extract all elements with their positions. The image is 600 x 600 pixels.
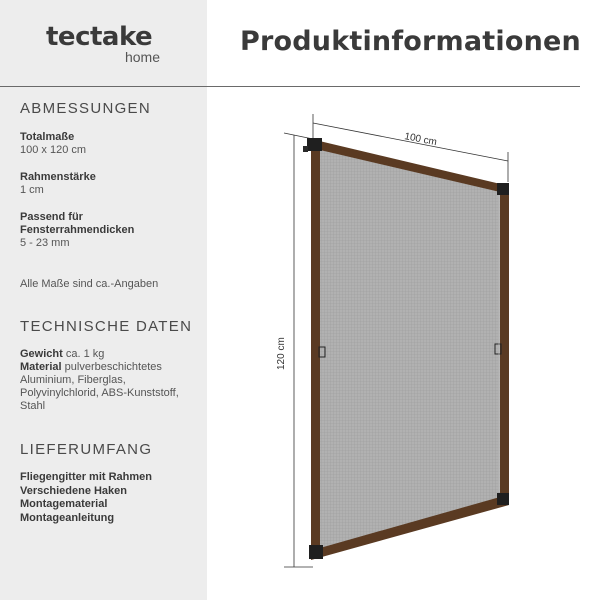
height-label: 120 cm: [276, 337, 287, 370]
brand-logo: [46, 22, 166, 70]
delivery-list: [20, 471, 152, 525]
frame-thickness-label: Rahmenstärke: [20, 171, 96, 183]
corner-bottom-left: [309, 545, 323, 559]
technical-heading: TECHNISCHE DATEN: [20, 318, 193, 335]
list-item: Fliegengitter mit Rahmen: [20, 471, 153, 483]
hook-top-left: [303, 146, 308, 152]
total-size-value: 100 x 120 cm: [20, 144, 87, 156]
info-sidebar: [0, 0, 207, 600]
corner-bottom-right: [497, 493, 509, 505]
material-value: pulverbeschichtetes Aluminium, Fiberglas, Polyvinylchlorid, ABS-Kunststoff, Stahl: [20, 361, 179, 412]
list-item: Montagematerial: [20, 498, 108, 510]
dimensions-note: Alle Maße sind ca.-Angaben: [20, 278, 159, 290]
dimensions-heading: ABMESSUNGEN: [20, 100, 151, 117]
corner-top-right: [497, 183, 509, 195]
fit-value: 5 - 23 mm: [20, 237, 70, 249]
height-dimension: [276, 133, 313, 567]
weight-line: [20, 348, 200, 361]
brand-name: tectake: [46, 22, 153, 52]
weight-label: Gewicht: [20, 348, 63, 360]
mesh-panel: [320, 150, 500, 548]
corner-top-left: [307, 138, 322, 151]
screen-frame: [303, 138, 509, 560]
list-item: Verschiedene Haken: [20, 484, 128, 497]
fit-label-line2: Fensterrahmendicken: [20, 224, 135, 236]
page-title: Produktinformationen: [240, 26, 581, 57]
width-label: 100 cm: [403, 131, 438, 149]
fit-label-line1: Passend für: [20, 211, 83, 223]
total-size-label: Totalmaße: [20, 131, 75, 143]
list-item: Montageanleitung: [20, 511, 115, 524]
material-line: [20, 361, 200, 413]
delivery-heading: LIEFERUMFANG: [20, 441, 153, 458]
product-diagram: [207, 87, 600, 600]
brand-sub: home: [124, 49, 160, 65]
frame-thickness-value: 1 cm: [20, 184, 44, 196]
weight-value: ca. 1 kg: [65, 348, 105, 360]
material-label: Material: [20, 361, 62, 373]
